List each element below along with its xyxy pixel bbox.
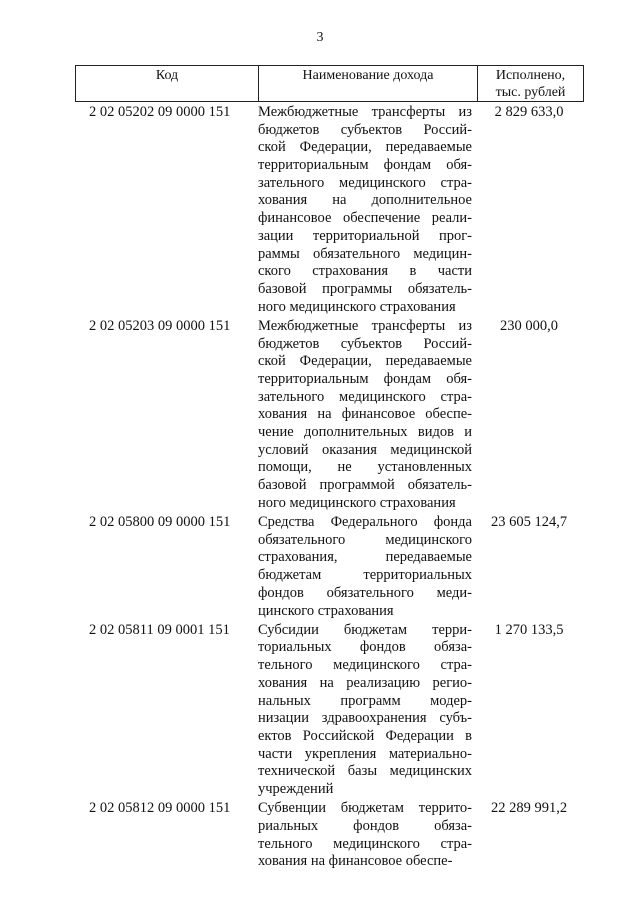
row-name-line: базовой программой обязатель-: [258, 477, 472, 494]
row-name-line: ториальных фондов обяза-: [258, 639, 472, 656]
row-name-line: цинского страхования: [258, 602, 394, 619]
row-name-line: Субсидии бюджетам терри-: [258, 621, 472, 638]
row-name-line: тельного медицинского стра-: [258, 657, 472, 674]
row-code: 2 02 05203 09 0000 151: [89, 317, 231, 334]
header-amount-line1: Исполнено,: [495, 68, 566, 83]
row-name-line: Межбюджетные трансферты из: [258, 104, 472, 120]
row-name-line: ской Федерации, передаваемые: [258, 139, 472, 156]
row-name-line: бюджетов субъектов Россий-: [258, 335, 472, 352]
row-name-line: хования на финансовое обеспе-: [258, 853, 453, 870]
row-name: [258, 800, 472, 871]
row-name-line: части укрепления материально-: [258, 745, 472, 762]
row-name-line: тельного медицинского стра-: [258, 835, 472, 852]
row-name-line: чение дополнительных видов и: [258, 424, 472, 441]
row-name-line: учреждений: [258, 780, 334, 797]
row-name-line: условий оказания медицинской: [258, 441, 472, 458]
row-amount: 1 270 133,5: [494, 621, 564, 638]
row-name-line: раммы обязательного медицин-: [258, 245, 472, 262]
row-name-line: низации здравоохранения субъ-: [258, 710, 472, 727]
row-name-line: ского страхования в части: [258, 263, 472, 280]
row-name-line: страхования, передаваемые: [258, 549, 472, 566]
header-amount: [478, 66, 583, 101]
row-amount: 23 605 124,7: [490, 514, 568, 531]
row-name: [258, 318, 472, 513]
row-name-line: бюджетов субъектов Россий-: [258, 121, 472, 138]
row-code: 2 02 05811 09 0001 151: [89, 621, 230, 638]
row-name-line: хования на реализацию регио-: [258, 674, 472, 691]
row-name-line: Субвенции бюджетам террито-: [258, 800, 472, 817]
row-name-line: базовой программы обязатель-: [258, 280, 472, 297]
row-name-line: ного медицинского страхования: [258, 494, 456, 511]
row-name-line: зательного медицинского стра-: [258, 174, 472, 191]
row-name-line: риальных фондов обяза-: [258, 817, 472, 834]
row-name-line: зательного медицинского стра-: [258, 388, 472, 405]
row-name-line: ного медицинского страхования: [258, 298, 456, 315]
row-name-line: финансовое обеспечение реали-: [258, 210, 472, 227]
row-name-line: бюджетам территориальных: [258, 567, 472, 584]
row-name-line: нальных программ модер-: [258, 692, 472, 709]
row-name-line: территориальным фондам обя-: [258, 157, 472, 174]
row-amount: 2 829 633,0: [494, 104, 564, 120]
page-number: 3: [316, 30, 324, 45]
row-code: 2 02 05202 09 0000 151: [89, 104, 231, 120]
row-name-line: помощи, не установленных: [258, 459, 472, 476]
row-name-line: обязательного медицинского: [258, 531, 472, 548]
row-code: 2 02 05812 09 0000 151: [89, 800, 231, 817]
row-name-line: ской Федерации, передаваемые: [258, 353, 472, 370]
row-name-line: фондов обязательного меди-: [258, 584, 472, 601]
header-amount-line2: тыс. рублей: [495, 85, 566, 100]
row-name: [258, 514, 472, 620]
row-name-line: хования на финансовое обеспе-: [258, 406, 472, 423]
row-name-line: территориальным фондам обя-: [258, 370, 472, 387]
table-header: [75, 65, 584, 102]
row-name-line: хования на дополнительное: [258, 192, 472, 209]
header-name: Наименование дохода: [259, 66, 478, 101]
row-name: [258, 104, 472, 316]
row-name-line: Средства Федерального фонда: [258, 514, 472, 531]
row-name-line: Межбюджетные трансферты из: [258, 317, 472, 334]
row-name-line: технической базы медицинских: [258, 763, 472, 780]
row-code: 2 02 05800 09 0000 151: [89, 514, 231, 531]
row-name-line: ектов Российской Федерации в: [258, 727, 472, 744]
row-name-line: зации территориальной прог-: [258, 227, 472, 244]
row-amount: 230 000,0: [500, 317, 558, 334]
row-amount: 22 289 991,2: [490, 800, 568, 817]
header-code: Код: [76, 66, 259, 101]
row-name: [258, 622, 472, 799]
